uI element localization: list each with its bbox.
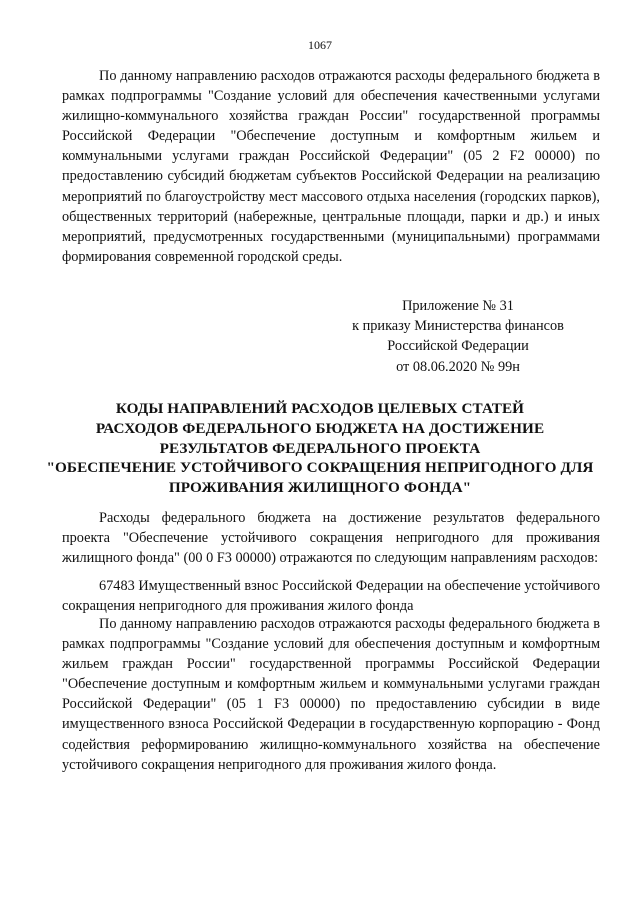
appendix-line-3: Российской Федерации <box>387 338 529 355</box>
appendix-line-1: Приложение № 31 <box>402 298 514 314</box>
body-paragraph-3: По данному направлению расходов отражаются расходы федерального бюджета в рамках подпрограммы "Создание условий для обеспечения доступным и комфортным жильем граждан России" государственной программы Российской Федерации "Обеспечение доступным и комфортным жильем и коммунальными услугами граждан Российской Федерации" (05 1 F3 00000) по предоставлению субсидии в виде имущественного взноса Российской Федерации в государственную корпорацию - Фонд содействия реформированию жилищно-коммунального хозяйства на обеспечение устойчивого сокращения непригодного для проживания жилого фонда. <box>62 616 600 773</box>
page-number: 1067 <box>308 38 332 52</box>
appendix-line-4: от 08.06.2020 № 99н <box>396 358 520 375</box>
title-line-2: РАСХОДОВ ФЕДЕРАЛЬНОГО БЮДЖЕТА НА ДОСТИЖЕНИЕ <box>95 419 545 437</box>
document-title <box>30 399 610 498</box>
body-paragraph-1: Расходы федерального бюджета на достижение результатов федерального проекта "Обеспечение устойчивого сокращения непригодного для проживания жилищного фонда" (00 0 F3 00000) отражаются по следующим направлениям расходов: <box>62 510 600 567</box>
intro-paragraph: По данному направлению расходов отражаются расходы федерального бюджета в рамках подпрограммы "Создание условий для обеспечения качественными услугами жилищно-коммунального хозяйства граждан России" государственной программы Российской Федерации "Обеспечение доступным и комфортным жильем и коммунальными услугами граждан Российской Федерации" (05 2 F2 00000) по предоставлению субсидий бюджетам субъектов Российской Федерации на реализацию мероприятий по благоустройству мест массового отдыха населения (городских парков), общественных территорий (набережные, центральные площади, парки и др.) и иных мероприятий, предусмотренных государственными (муниципальными) программами формирования современной городской среды. <box>62 68 600 265</box>
title-line-3: РЕЗУЛЬТАТОВ ФЕДЕРАЛЬНОГО ПРОЕКТА <box>159 439 481 457</box>
title-line-1: КОДЫ НАПРАВЛЕНИЙ РАСХОДОВ ЦЕЛЕВЫХ СТАТЕЙ <box>115 400 525 417</box>
appendix-block <box>330 296 586 377</box>
title-line-4: "ОБЕСПЕЧЕНИЕ УСТОЙЧИВОГО СОКРАЩЕНИЯ НЕПРИГОДНОГО ДЛЯ <box>46 459 594 477</box>
appendix-line-2: к приказу Министерства финансов <box>352 318 564 335</box>
body-paragraph-2: 67483 Имущественный взнос Российской Федерации на обеспечение устойчивого сокращения непригодного для проживания жилого фонда <box>62 578 600 615</box>
title-line-5: ПРОЖИВАНИЯ ЖИЛИЩНОГО ФОНДА" <box>168 479 472 497</box>
